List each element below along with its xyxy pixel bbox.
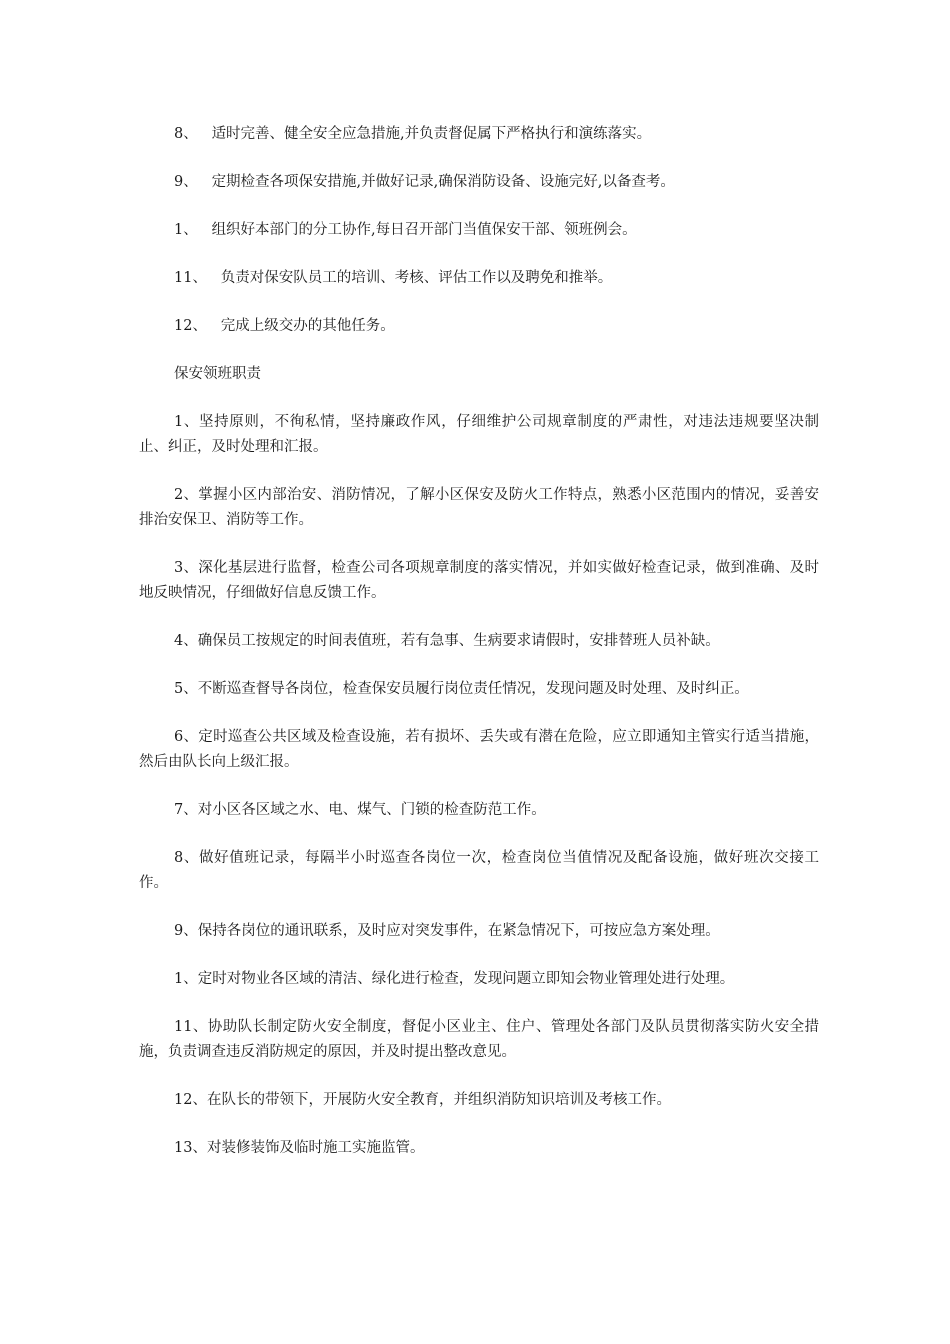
duty-paragraph: 9、保持各岗位的通讯联系，及时应对突发事件，在紧急情况下，可按应急方案处理。 [174, 923, 720, 939]
list-number: 8、 [174, 126, 198, 142]
list-item [139, 122, 819, 147]
duty-paragraph: 5、不断巡查督导各岗位，检查保安员履行岗位责任情况，发现问题及时处理、及时纠正。 [174, 681, 749, 697]
list-number: 9、 [174, 174, 198, 190]
list-item [139, 218, 819, 243]
duty-paragraph: 12、在队长的带领下，开展防火安全教育，并组织消防知识培训及考核工作。 [174, 1092, 671, 1108]
list-text: 适时完善、健全安全应急措施,并负责督促属下严格执行和演练落实。 [211, 126, 652, 142]
section-title: 保安领班职责 [174, 366, 261, 382]
list-text: 负责对保安队员工的培训、考核、评估工作以及聘免和推举。 [220, 270, 613, 286]
duty-paragraph: 6、定时巡查公共区域及检查设施，若有损坏、丢失或有潜在危险，应立即通知主管实行适当措施，然后由队长向上级汇报。 [139, 729, 819, 770]
list-text: 定期检查各项保安措施,并做好记录,确保消防设备、设施完好,以备查考。 [211, 174, 675, 190]
duty-paragraph: 13、对装修装饰及临时施工实施监管。 [174, 1140, 425, 1156]
list-item [139, 266, 819, 291]
duty-paragraph: 8、做好值班记录，每隔半小时巡查各岗位一次，检查岗位当值情况及配备设施，做好班次交接工作。 [139, 850, 819, 891]
list-number: 11、 [174, 270, 207, 286]
duty-paragraph: 1、坚持原则，不徇私情，坚持廉政作风，仔细维护公司规章制度的严肃性，对违法违规要坚决制止、纠正，及时处理和汇报。 [139, 414, 819, 455]
list-number: 1、 [174, 222, 198, 238]
document-body [139, 122, 819, 1184]
duty-paragraph: 11、协助队长制定防火安全制度，督促小区业主、住户、管理处各部门及队员贯彻落实防火安全措施，负责调查违反消防规定的原因，并及时提出整改意见。 [139, 1019, 819, 1060]
duty-paragraph: 3、深化基层进行监督，检查公司各项规章制度的落实情况，并如实做好检查记录，做到准确、及时地反映情况，仔细做好信息反馈工作。 [139, 560, 819, 601]
list-item [139, 314, 819, 339]
list-item [139, 170, 819, 195]
duty-paragraph: 7、对小区各区域之水、电、煤气、门锁的检查防范工作。 [174, 802, 546, 818]
duty-paragraph: 4、确保员工按规定的时间表值班，若有急事、生病要求请假时，安排替班人员补缺。 [174, 633, 720, 649]
list-text: 完成上级交办的其他任务。 [220, 318, 395, 334]
duty-paragraph: 2、掌握小区内部治安、消防情况，了解小区保安及防火工作特点，熟悉小区范围内的情况，妥善安排治安保卫、消防等工作。 [139, 487, 819, 528]
list-text: 组织好本部门的分工协作,每日召开部门当值保安干部、领班例会。 [211, 222, 637, 238]
list-number: 12、 [174, 318, 207, 334]
duty-paragraph: 1、定时对物业各区域的清洁、绿化进行检查，发现问题立即知会物业管理处进行处理。 [174, 971, 735, 987]
